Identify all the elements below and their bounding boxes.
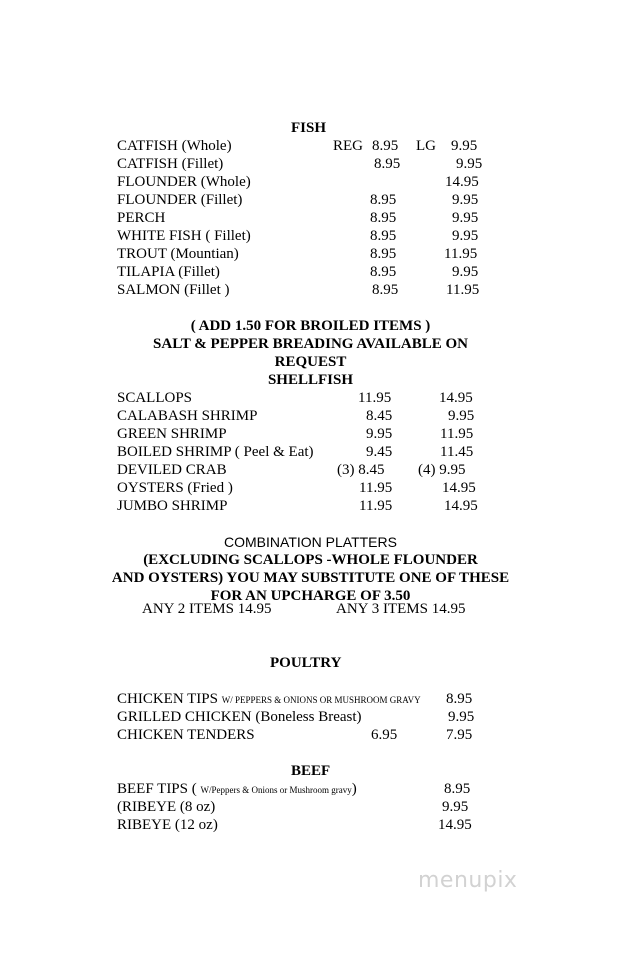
poultry-item-reg-price: 6.95 <box>371 727 398 743</box>
poultry-item-name: CHICKEN TENDERS <box>117 727 255 743</box>
shellfish-item-name: JUMBO SHRIMP <box>117 498 228 514</box>
fish-item-lg-price: 11.95 <box>444 246 478 262</box>
fish-item-reg-price: 8.95 <box>374 156 401 172</box>
beef-item-name: BEEF TIPS ( <box>117 781 197 797</box>
fish-item-name: SALMON (Fillet ) <box>117 282 230 298</box>
fish-item-lg-price: 9.95 <box>452 264 479 280</box>
fish-item-reg-price: 8.95 <box>372 282 399 298</box>
fish-item-reg-price: 8.95 <box>370 192 397 208</box>
fish-item-reg-price: 8.95 <box>370 228 397 244</box>
combo-title: COMBINATION PLATTERS <box>224 534 397 550</box>
shellfish-item-name: DEVILED CRAB <box>117 462 227 478</box>
breading-note-line2: REQUEST <box>274 354 347 370</box>
beef-item-price: 9.95 <box>442 799 469 815</box>
poultry-item-price: 9.95 <box>448 709 475 725</box>
shellfish-item-name: SCALLOPS <box>117 390 193 406</box>
fish-item-lg-price: 14.95 <box>445 174 479 190</box>
shellfish-item-lg-price: 11.95 <box>440 426 474 442</box>
combo-line3: FOR AN UPCHARGE OF 3.50 <box>210 588 411 604</box>
poultry-item-row <box>117 690 421 709</box>
poultry-item-price: 8.95 <box>446 691 473 707</box>
shellfish-item-name: CALABASH SHRIMP <box>117 408 258 424</box>
shellfish-item-lg-price: 11.45 <box>440 444 474 460</box>
fish-item-name: WHITE FISH ( Fillet) <box>117 228 251 244</box>
poultry-item-note: W/ PEPPERS & ONIONS OR MUSHROOM GRAVY <box>221 695 421 705</box>
fish-item-name: CATFISH (Whole) <box>117 138 232 154</box>
fish-item-name: CATFISH (Fillet) <box>117 156 224 172</box>
combo-line1: (EXCLUDING SCALLOPS -WHOLE FLOUNDER <box>143 552 478 568</box>
fish-item-lg-price: 9.95 <box>452 192 479 208</box>
beef-item-row <box>117 780 357 799</box>
fish-item-name: PERCH <box>117 210 166 226</box>
poultry-item-name: GRILLED CHICKEN (Boneless Breast) <box>117 709 362 725</box>
fish-item-name: FLOUNDER (Fillet) <box>117 192 243 208</box>
fish-item-reg-price: 8.95 <box>370 246 397 262</box>
fish-item-reg-price: 8.95 <box>372 138 399 154</box>
lg-label: LG <box>416 138 436 154</box>
beef-item-price: 14.95 <box>438 817 472 833</box>
combo-any2: ANY 2 ITEMS 14.95 <box>142 601 272 617</box>
poultry-item-name: CHICKEN TIPS <box>117 691 218 707</box>
fish-item-reg-price: 8.95 <box>370 264 397 280</box>
fish-item-lg-price: 9.95 <box>452 228 479 244</box>
shellfish-item-lg-price: 14.95 <box>439 390 473 406</box>
poultry-section-title: POULTRY <box>270 655 342 671</box>
fish-item-name: FLOUNDER (Whole) <box>117 174 251 190</box>
beef-item-name: RIBEYE (12 oz) <box>117 817 218 833</box>
beef-section-title: BEEF <box>291 763 331 779</box>
fish-item-lg-price: 9.95 <box>456 156 483 172</box>
shellfish-item-reg-price: 11.95 <box>359 480 393 496</box>
combo-any3: ANY 3 ITEMS 14.95 <box>336 601 466 617</box>
fish-section-title: FISH <box>291 120 327 136</box>
shellfish-item-lg-price: 14.95 <box>442 480 476 496</box>
shellfish-item-lg-price: 9.95 <box>448 408 475 424</box>
shellfish-item-name: BOILED SHRIMP ( Peel & Eat) <box>117 444 314 460</box>
shellfish-item-reg-price: 9.95 <box>366 426 393 442</box>
beef-item-name: (RIBEYE (8 oz) <box>117 799 216 815</box>
shellfish-item-lg-price: (4) 9.95 <box>418 462 466 478</box>
shellfish-item-name: GREEN SHRIMP <box>117 426 227 442</box>
reg-label: REG <box>333 138 363 154</box>
shellfish-item-reg-price: (3) 8.45 <box>337 462 385 478</box>
fish-item-lg-price: 9.95 <box>452 210 479 226</box>
shellfish-section-title: SHELLFISH <box>267 372 354 388</box>
beef-item-note: W/Peppers & Onions or Mushroom gravy <box>200 785 352 795</box>
shellfish-item-reg-price: 11.95 <box>359 498 393 514</box>
poultry-item-price: 7.95 <box>446 727 473 743</box>
breading-note-line1: SALT & PEPPER BREADING AVAILABLE ON <box>153 336 468 352</box>
beef-item-name-end: ) <box>351 781 357 797</box>
fish-item-name: TROUT (Mountian) <box>117 246 239 262</box>
fish-item-lg-price: 11.95 <box>446 282 480 298</box>
menupix-watermark: menupix <box>418 868 518 893</box>
shellfish-item-reg-price: 11.95 <box>358 390 392 406</box>
fish-item-lg-price: 9.95 <box>451 138 478 154</box>
beef-item-price: 8.95 <box>444 781 471 797</box>
fish-item-name: TILAPIA (Fillet) <box>117 264 220 280</box>
shellfish-item-reg-price: 9.45 <box>366 444 393 460</box>
shellfish-item-lg-price: 14.95 <box>444 498 478 514</box>
broiled-note: ( ADD 1.50 FOR BROILED ITEMS ) <box>190 318 431 334</box>
shellfish-item-reg-price: 8.45 <box>366 408 393 424</box>
combo-line2: AND OYSTERS) YOU MAY SUBSTITUTE ONE OF THESE <box>111 570 510 586</box>
fish-item-reg-price: 8.95 <box>370 210 397 226</box>
shellfish-item-name: OYSTERS (Fried ) <box>117 480 233 496</box>
